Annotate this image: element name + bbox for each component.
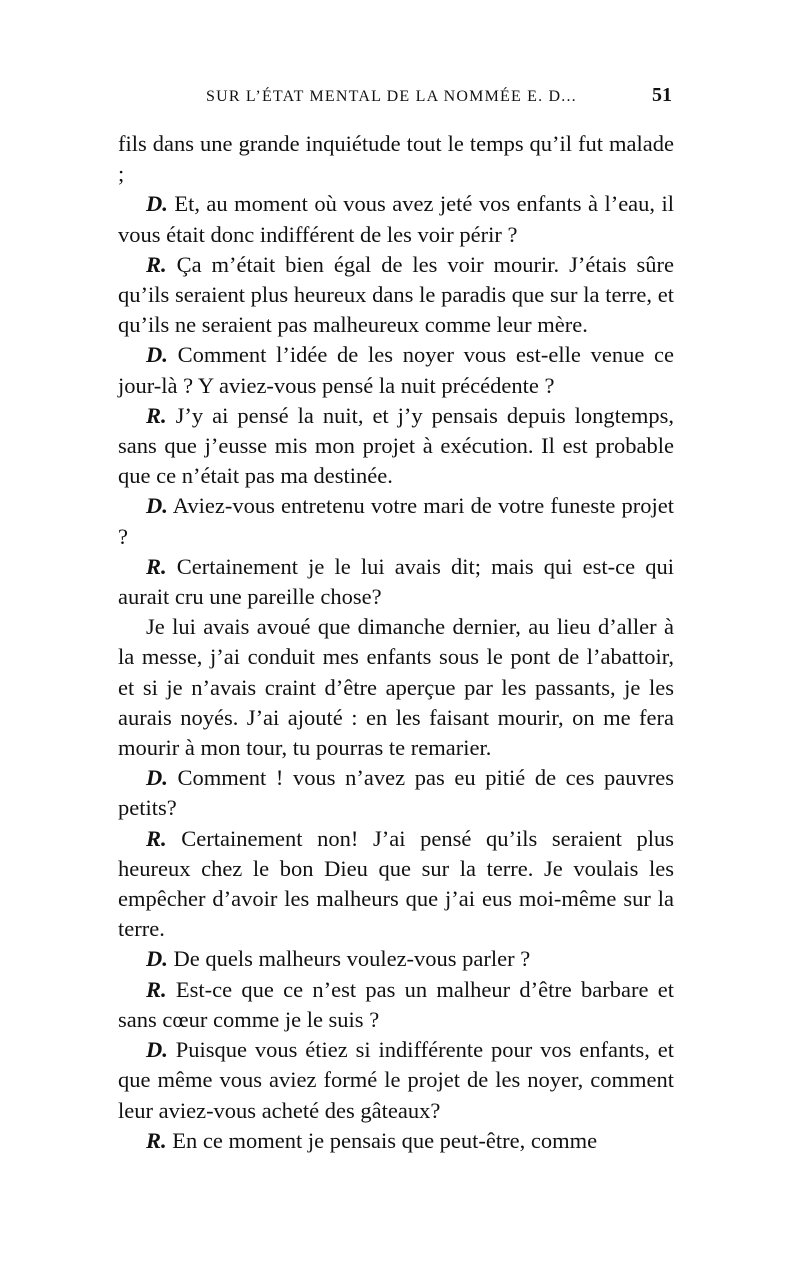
speaker-label: R.	[146, 1127, 167, 1153]
paragraph-text: Ça m’était bien égal de les voir mourir. J’étais sûre qu’ils seraient plus heureux dans le paradis que sur la terre, et qu’ils ne seraient pas malheureux comme leur mère.	[118, 251, 674, 338]
speaker-label: R.	[146, 553, 167, 579]
paragraph	[118, 944, 674, 974]
paragraph	[118, 491, 674, 551]
paragraph-text: De quels malheurs voulez-vous parler ?	[173, 946, 531, 972]
paragraph-text: Aviez-vous entretenu votre mari de votre funeste projet ?	[118, 493, 674, 549]
paragraph	[118, 824, 674, 945]
speaker-label: R.	[146, 825, 167, 851]
speaker-label: D.	[146, 493, 168, 519]
paragraph	[118, 1035, 674, 1126]
paragraph	[118, 612, 674, 763]
paragraph-text: Certainement je le lui avais dit; mais qui est-ce qui aurait cru une pareille chose?	[118, 553, 674, 610]
speaker-label: D.	[146, 765, 168, 791]
running-head: SUR L’ÉTAT MENTAL DE LA NOMMÉE E. D...	[206, 88, 577, 105]
paragraph	[118, 340, 674, 400]
speaker-label: D.	[146, 191, 168, 217]
speaker-label: R.	[146, 976, 167, 1002]
paragraph-text: Comment ! vous n’avez pas eu pitié de ces pauvres petits?	[118, 765, 675, 821]
paragraph	[118, 763, 674, 823]
speaker-label: D.	[146, 946, 168, 972]
speaker-label: R.	[146, 251, 167, 277]
paragraph-text: J’y ai pensé la nuit, et j’y pensais depuis longtemps, sans que j’eusse mis mon projet à exécution. Il est probable que ce n’était pas ma destinée.	[118, 402, 674, 489]
page-number: 51	[652, 84, 672, 106]
speaker-label: R.	[146, 402, 167, 428]
paragraph-text: Puisque vous étiez si indifférente pour vos enfants, et que même vous aviez formé le projet de les noyer, comment leur aviez-vous acheté des gâteaux?	[118, 1037, 674, 1123]
paragraph	[118, 975, 674, 1035]
paragraph	[118, 1126, 674, 1156]
paragraph-text: Et, au moment où vous avez jeté vos enfants à l’eau, il vous était donc indifférent de les voir périr ?	[118, 191, 674, 247]
paragraph	[118, 189, 674, 249]
paragraph-text: Certainement non! J’ai pensé qu’ils seraient plus heureux chez le bon Dieu que sur la terre. Je voulais les empêcher d’avoir les malheurs que j’ai eus moi-même sur la terre.	[118, 825, 674, 942]
paragraph	[118, 401, 674, 492]
paragraph	[118, 250, 674, 341]
body-text	[118, 129, 674, 1156]
paragraph-text: fils dans une grande inquiétude tout le temps qu’il fut malade ;	[118, 131, 674, 187]
paragraph	[118, 129, 674, 189]
paragraph-text: Je lui avais avoué que dimanche dernier, au lieu d’aller à la messe, j’ai conduit mes enfants sous le pont de l’abattoir, et si je n’avais craint d’être aperçue par les passants, je les aurais noyés. J’ai ajouté : en les faisant mourir, on me fera mourir à mon tour, tu pourras te remarier.	[118, 614, 674, 761]
paragraph-text: Est-ce que ce n’est pas un malheur d’être barbare et sans cœur comme je le suis ?	[118, 976, 674, 1032]
paragraph-text: En ce moment je pensais que peut-être, comme	[172, 1127, 598, 1153]
speaker-label: D.	[146, 1037, 168, 1063]
speaker-label: D.	[146, 342, 168, 368]
paragraph	[118, 552, 674, 612]
paragraph-text: Comment l’idée de les noyer vous est-elle venue ce jour-là ? Y aviez-vous pensé la nuit précédente ?	[118, 342, 675, 398]
